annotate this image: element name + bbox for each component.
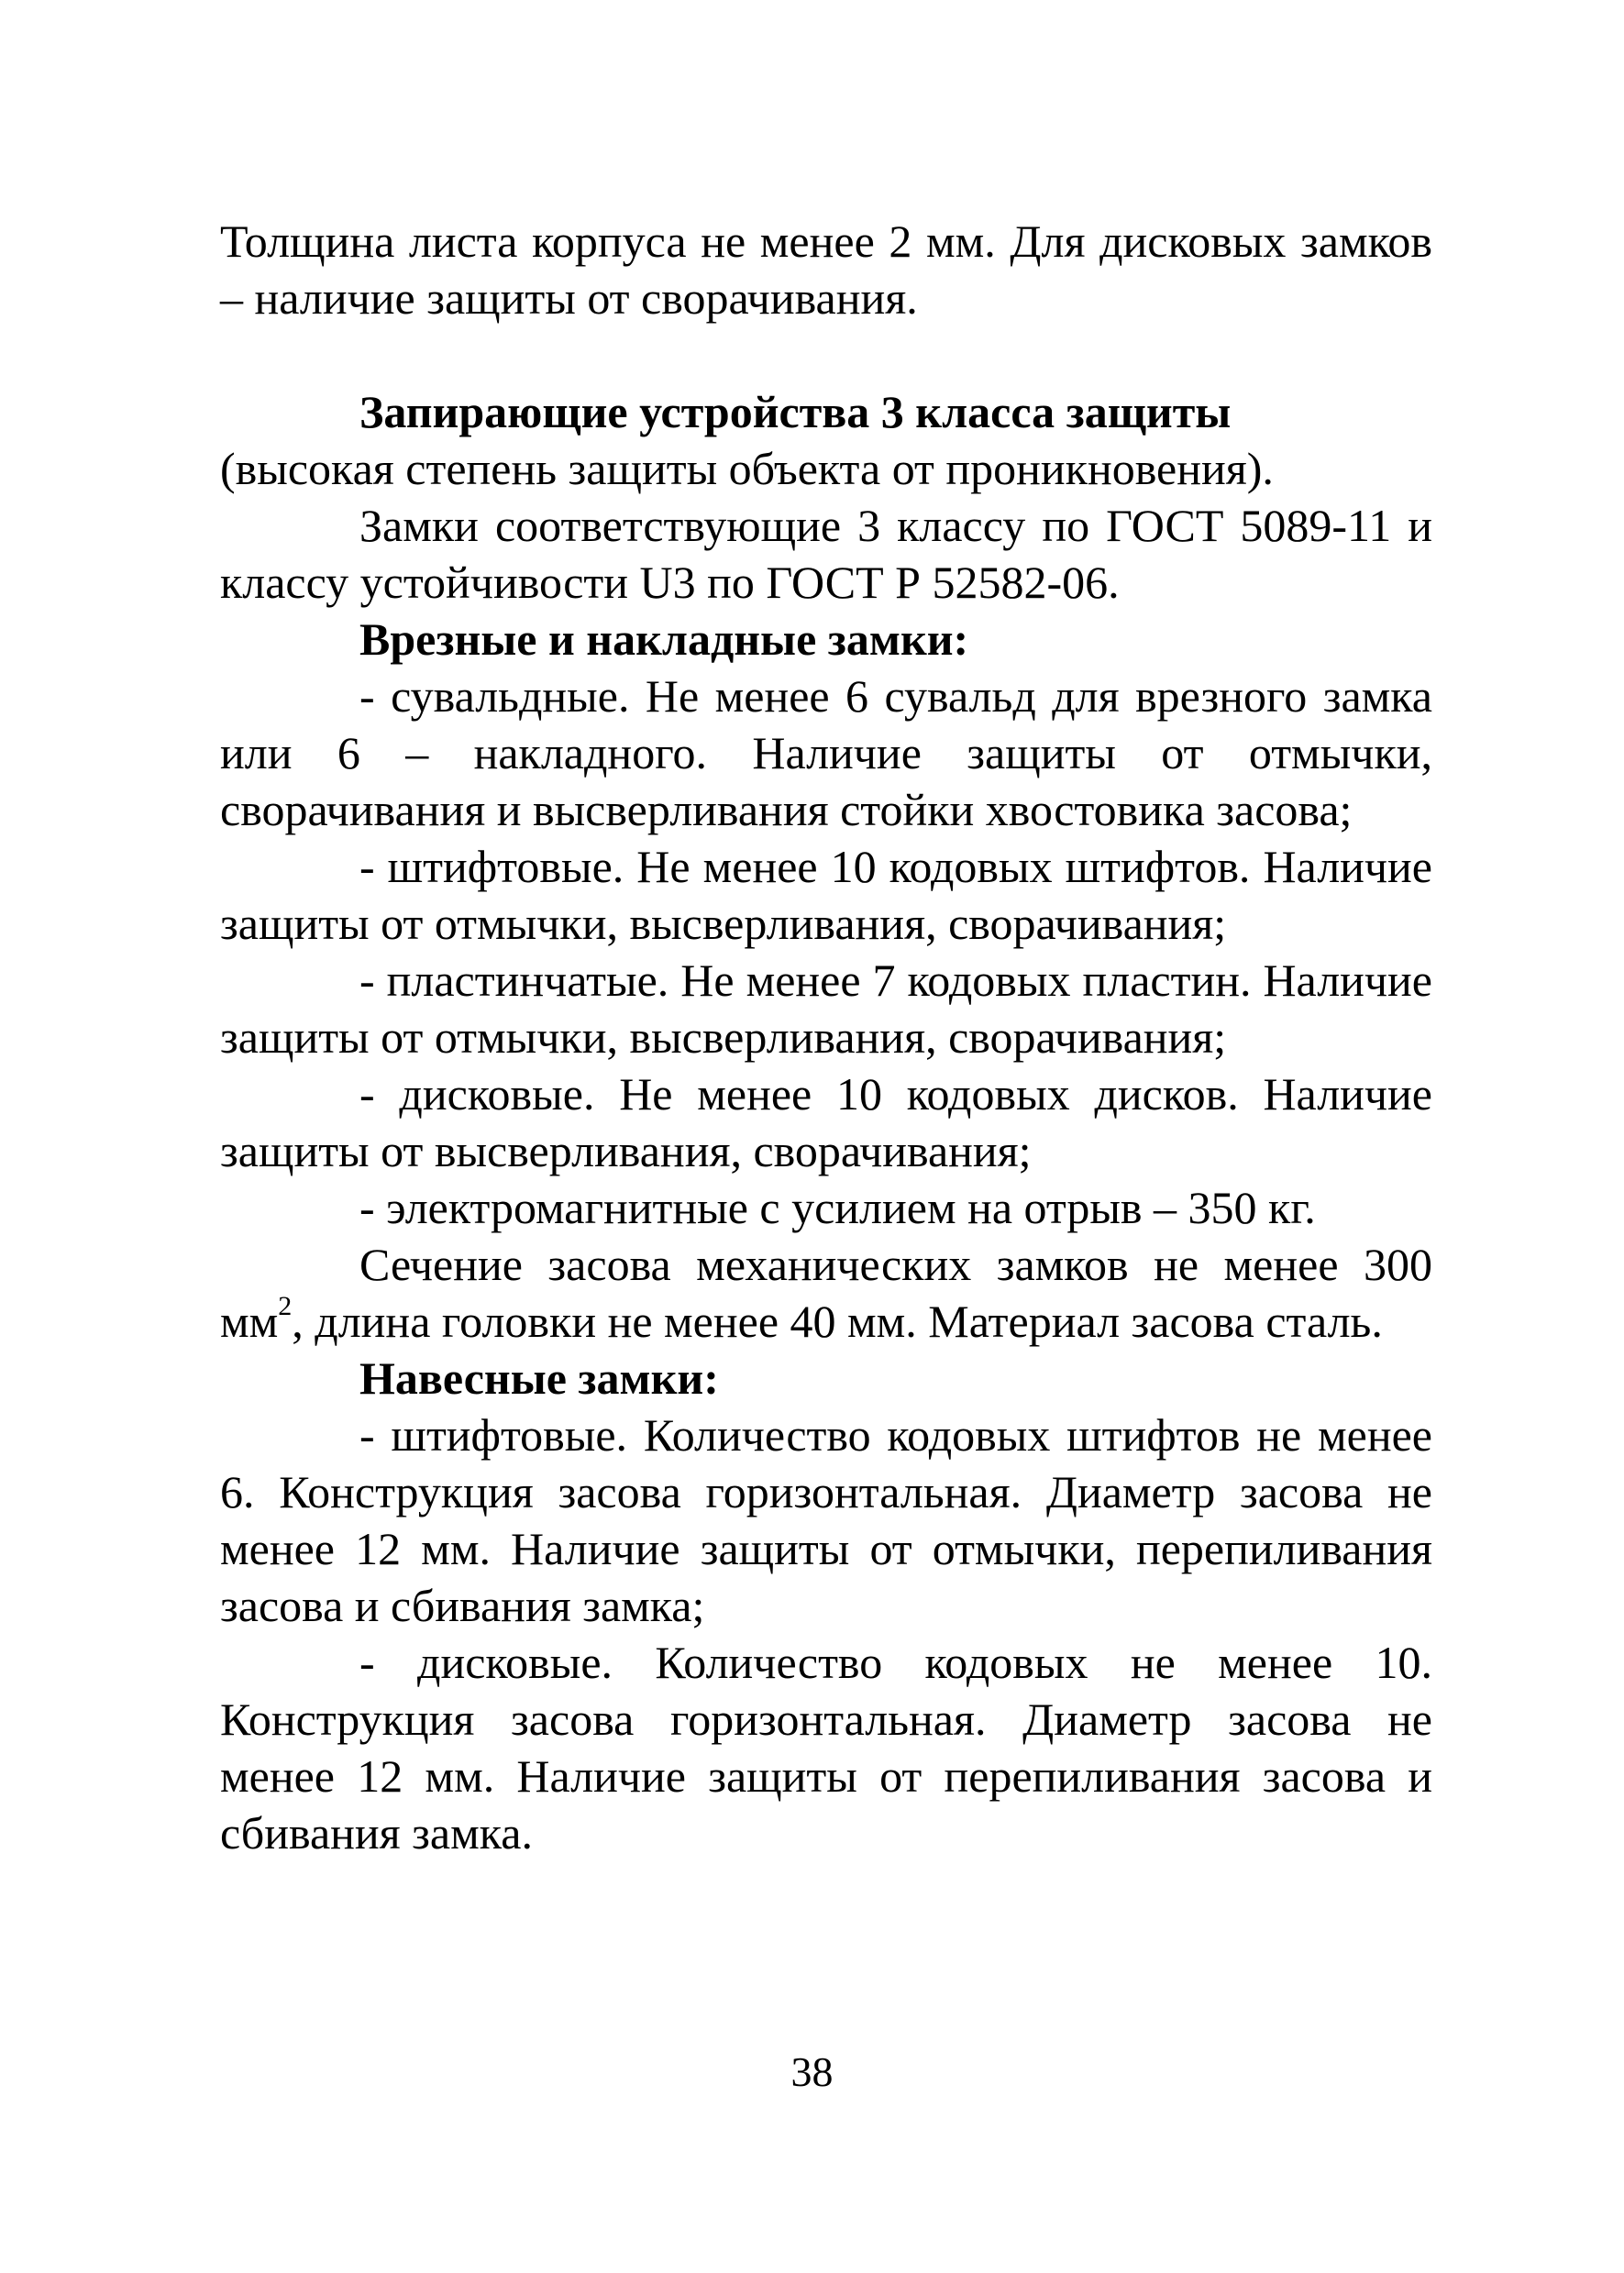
list-item-pin-locks: - штифтовые. Не менее 10 кодовых штифтов. Наличие защиты от отмычки, высверливания, сворачивания;: [220, 841, 1432, 949]
paragraph-class-3-gost: Замки соответствующие 3 классу по ГОСТ 5089-11 и классу устойчивости U3 по ГОСТ Р 52582-06.: [220, 500, 1432, 608]
paragraph-class-3-subtitle: (высокая степень защиты объекта от проникновения).: [220, 443, 1274, 494]
paragraph-gap: [220, 326, 1432, 383]
list-item-electromagnetic-locks: - электромагнитные с усилием на отрыв – 350 кг.: [359, 1182, 1316, 1233]
list-item-pin-padlocks: - штифтовые. Количество кодовых штифтов не менее 6. Конструкция засова горизонтальная. Диаметр засова не менее 12 мм. Наличие защиты от отмычки, перепиливания засова и сбивания замка;: [220, 1409, 1432, 1631]
list-item-lever-locks: - сувальдные. Не менее 6 сувальд для врезного замка или 6 – накладного. Наличие защиты от отмычки, сворачивания и высверливания стойки хвостовика засова;: [220, 670, 1432, 835]
paragraph-housing-thickness: Толщина листа корпуса не менее 2 мм. Для дисковых замков – наличие защиты от сворачивания.: [220, 215, 1432, 324]
bolt-section-text-1: Сечение засова механических замков не менее 300 мм: [220, 1239, 1432, 1347]
list-item-plate-locks: - пластинчатые. Не менее 7 кодовых пластин. Наличие защиты от отмычки, высверливания, сворачивания;: [220, 954, 1432, 1063]
bolt-section-superscript: 2: [278, 1291, 293, 1321]
heading-class-3-locks: Запирающие устройства 3 класса защиты: [359, 386, 1232, 437]
paragraph-bolt-section: [220, 1236, 1432, 1350]
list-item-disc-locks: - дисковые. Не менее 10 кодовых дисков. Наличие защиты от высверливания, сворачивания;: [220, 1068, 1432, 1176]
heading-padlocks: Навесные замки:: [359, 1352, 719, 1404]
page-number: 38: [790, 2048, 834, 2095]
list-item-disc-padlocks: - дисковые. Количество кодовых не менее 10. Конструкция засова горизонтальная. Диаметр засова не менее 12 мм. Наличие защиты от перепиливания засова и сбивания замка.: [220, 1637, 1432, 1859]
page-body: [220, 213, 1432, 1861]
heading-mortise-locks: Врезные и накладные замки:: [359, 613, 969, 665]
bolt-section-text-2: , длина головки не менее 40 мм. Материал засова сталь.: [292, 1296, 1383, 1347]
